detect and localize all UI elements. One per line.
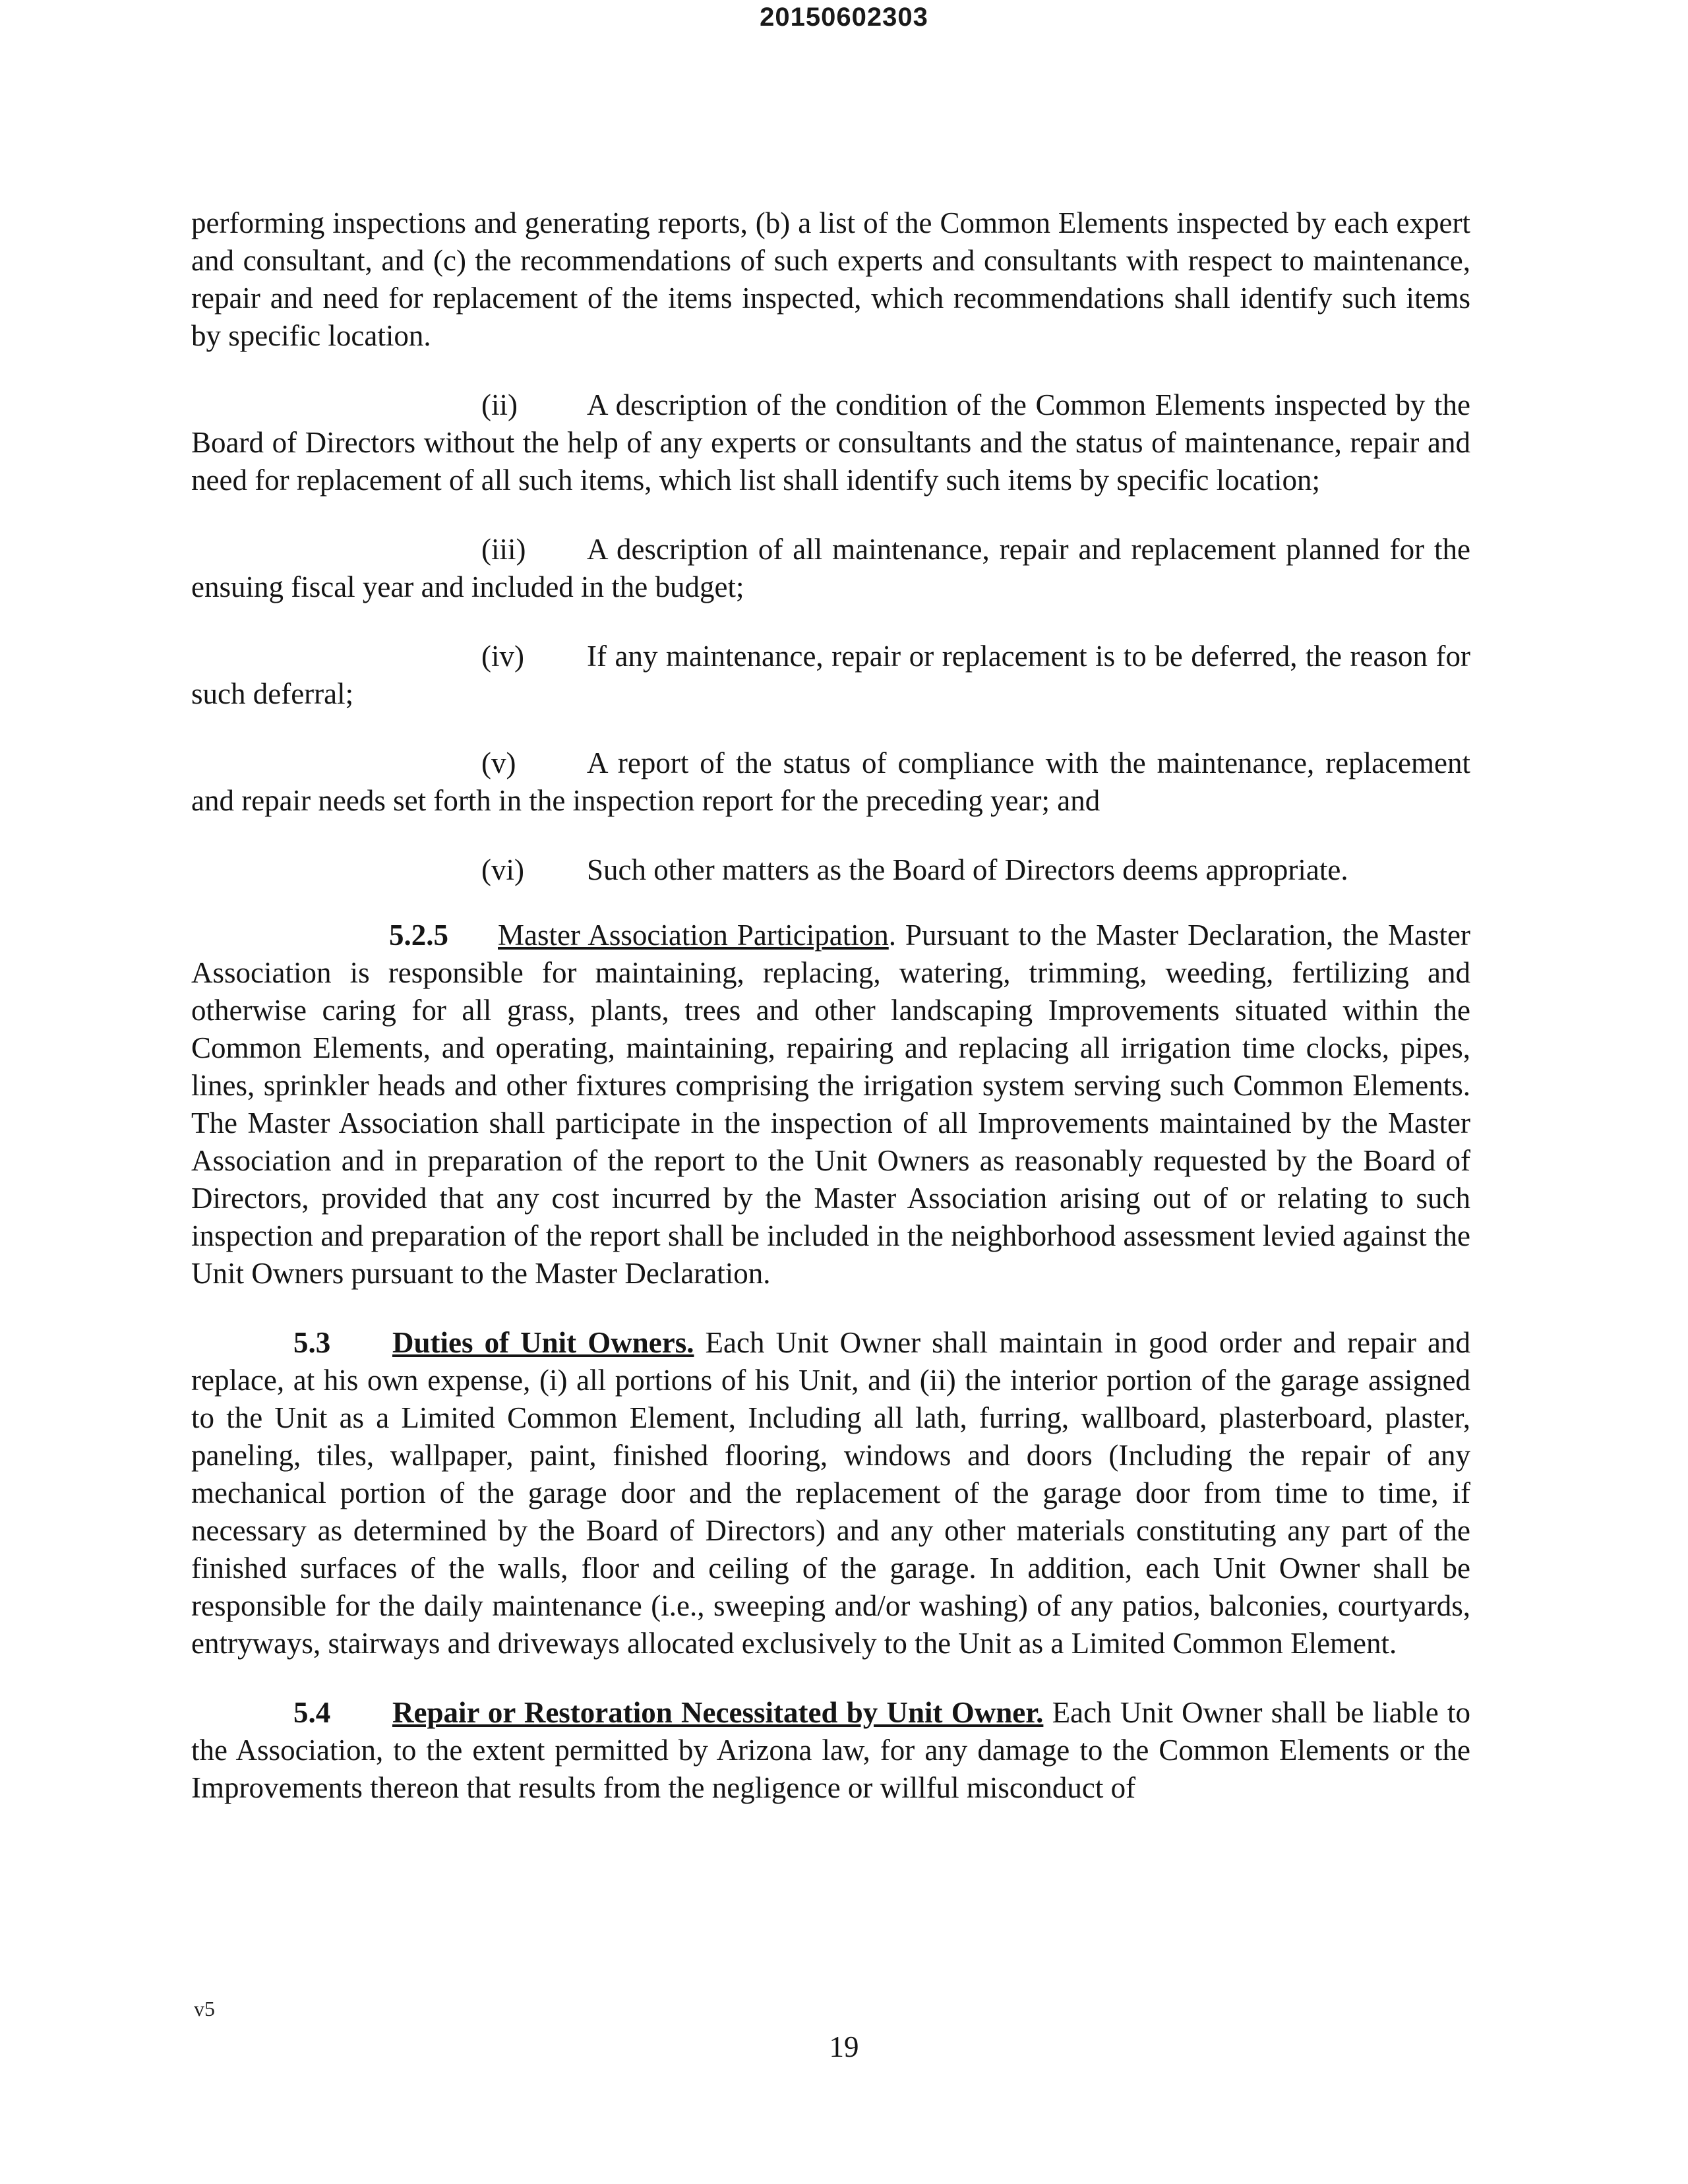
paragraph-vi [191, 851, 1470, 889]
paragraph-ii [191, 386, 1470, 499]
item-text-ii: A description of the condition of the Common Elements inspected by the Board of Directors without the help of any experts or consultants and the status of maintenance, repair and need for replacement of all such items, which list shall identify such items by specific location; [191, 388, 1470, 497]
item-text-vi: Such other matters as the Board of Directors deems appropriate. [587, 853, 1348, 886]
item-number-iv: (iv) [481, 640, 524, 673]
item-text-v: A report of the status of compliance with the maintenance, replacement and repair needs set forth in the inspection report for the preceding year; and [191, 746, 1470, 817]
section-number-5-3: 5.3 [293, 1326, 331, 1359]
section-number-5-2-5: 5.2.5 [389, 919, 448, 952]
section-heading-5-2-5: Master Association Participation [498, 919, 889, 952]
section-5-3 [191, 1324, 1470, 1662]
item-number-vi: (vi) [481, 853, 524, 886]
document-body [191, 204, 1470, 1807]
item-text-iv: If any maintenance, repair or replacement is to be deferred, the reason for such deferral; [191, 640, 1470, 710]
item-number-iii: (iii) [481, 533, 526, 566]
page-number: 19 [829, 2030, 859, 2063]
section-number-5-4: 5.4 [293, 1696, 331, 1729]
paragraph-v [191, 744, 1470, 820]
paragraph-iii [191, 531, 1470, 606]
section-text-5-3: Each Unit Owner shall maintain in good order and repair and replace, at his own expense, (i) all portions of his Unit, and (ii) the interior portion of the garage assigned to the Unit as a Limited Common Element, Including all lath, furring, wallboard, plasterboard, plaster, paneling, tiles, wallpaper, paint, finished flooring, windows and doors (Including the repair of any mechanical portion of the garage door and the replacement of the garage door from time to time, if necessary as determined by the Board of Directors) and any other materials constituting any part of the finished surfaces of the walls, floor and ceiling of the garage. In addition, each Unit Owner shall be responsible for the daily maintenance (i.e., sweeping and/or washing) of any patios, balconies, courtyards, entryways, stairways and driveways allocated exclusively to the Unit as a Limited Common Element. [191, 1326, 1470, 1660]
version-label: v5 [194, 1997, 215, 2020]
item-text-iii: A description of all maintenance, repair and replacement planned for the ensuing fiscal year and included in the budget; [191, 533, 1470, 603]
section-5-4 [191, 1694, 1470, 1807]
paragraph-continuation: performing inspections and generating reports, (b) a list of the Common Elements inspected by each expert and consultant, and (c) the recommendations of such experts and consultants with respect to maintenance, repair and need for replacement of the items inspected, which recommendations shall identify such items by specific location. [191, 206, 1470, 352]
item-number-v: (v) [481, 746, 516, 779]
section-heading-5-4: Repair or Restoration Necessitated by Unit Owner. [392, 1696, 1044, 1729]
section-text-5-2-5: . Pursuant to the Master Declaration, the Master Association is responsible for maintaining, replacing, watering, trimming, weeding, fertilizing and otherwise caring for all grass, plants, trees and other landscaping Improvements situated within the Common Elements, and operating, maintaining, repairing and replacing all irrigation time clocks, pipes, lines, sprinkler heads and other fixtures comprising the irrigation system serving such Common Elements. The Master Association shall participate in the inspection of all Improvements maintained by the Master Association and in preparation of the report to the Unit Owners as reasonably requested by the Board of Directors, provided that any cost incurred by the Master Association arising out of or relating to such inspection and preparation of the report shall be included in the neighborhood assessment levied against the Unit Owners pursuant to the Master Declaration. [191, 919, 1470, 1290]
section-heading-5-3: Duties of Unit Owners. [392, 1326, 694, 1359]
recording-number: 20150602303 [760, 3, 928, 32]
paragraph-iv [191, 638, 1470, 713]
section-text-5-4: Each Unit Owner shall be liable to the Association, to the extent permitted by Arizona law, for any damage to the Common Elements or the Improvements thereon that results from the negligence or willful misconduct of [191, 1696, 1470, 1804]
item-number-ii: (ii) [481, 388, 518, 421]
section-5-2-5 [191, 917, 1470, 1292]
